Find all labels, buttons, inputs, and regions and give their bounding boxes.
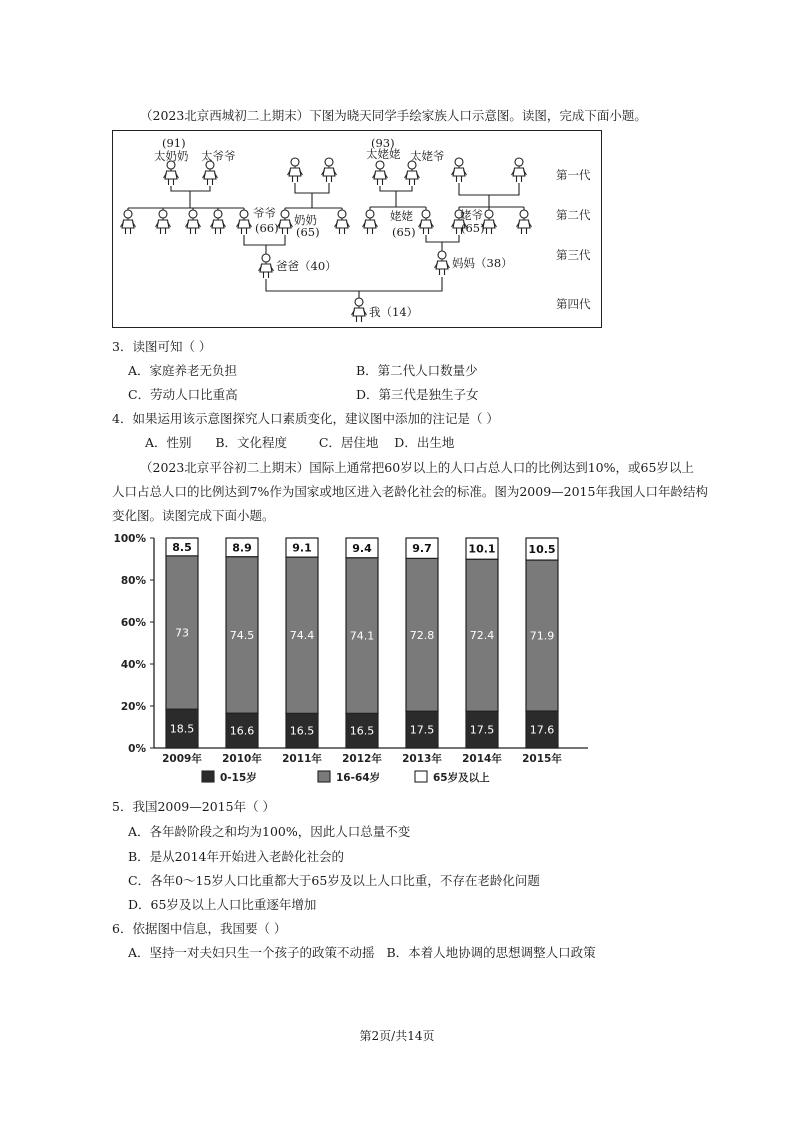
bar-data-label: 10.1 bbox=[468, 542, 496, 556]
legend-label: 16-64岁 bbox=[336, 772, 381, 784]
great-grandma-name: 太奶奶 bbox=[154, 149, 189, 163]
y-tick-label: 80% bbox=[120, 575, 146, 587]
x-tick-label: 2013年 bbox=[402, 753, 442, 765]
legend-swatch bbox=[318, 771, 330, 782]
q5-stem: 5．我国2009—2015年（ ） bbox=[112, 799, 276, 814]
bar-data-label: 8.5 bbox=[172, 540, 192, 554]
generation-3-label: 第三代 bbox=[556, 248, 591, 262]
x-tick-label: 2011年 bbox=[282, 753, 322, 765]
grandpa-age: (66) bbox=[255, 221, 279, 235]
grandpa-name: 爷爷 bbox=[253, 206, 276, 220]
grandpa-maternal-age: (65) bbox=[461, 221, 485, 235]
grandma-name: 奶奶 bbox=[294, 213, 317, 227]
legend-label: 0-15岁 bbox=[220, 772, 257, 784]
intro-text-2-line2: 人口占总人口的比例达到7%作为国家或地区进入老龄化社会的标准。图为2009—2015年我国人口年龄结构 bbox=[112, 484, 708, 499]
x-tick-label: 2015年 bbox=[522, 753, 562, 765]
q3-option-b: B．第二代人口数量少 bbox=[356, 363, 478, 378]
page-footer: 第2页/共14页 bbox=[359, 1029, 435, 1043]
great-grandma-age: (91) bbox=[162, 136, 186, 150]
bar-data-label: 74.5 bbox=[229, 628, 255, 642]
y-tick-label: 60% bbox=[120, 617, 146, 629]
bar-data-label: 9.1 bbox=[292, 541, 312, 555]
x-tick-label: 2012年 bbox=[342, 753, 382, 765]
grandma-age: (65) bbox=[296, 225, 320, 239]
grandma-maternal-name: 姥姥 bbox=[390, 209, 413, 223]
intro-text-2-line3: 变化图。读图完成下面小题。 bbox=[112, 508, 275, 523]
q3-option-a: A．家庭养老无负担 bbox=[128, 363, 238, 378]
bar-data-label: 16.5 bbox=[289, 724, 315, 738]
bar-data-label: 10.5 bbox=[528, 543, 556, 557]
y-tick-label: 100% bbox=[113, 533, 146, 545]
person-figures bbox=[121, 158, 532, 322]
q4-options: A．性别 B．文化程度 C．居住地 D．出生地 bbox=[145, 435, 455, 450]
mom-label: 妈妈（38） bbox=[452, 256, 513, 270]
grandpa-maternal-name: 姥爷 bbox=[460, 208, 483, 222]
bar-data-label: 18.5 bbox=[169, 722, 195, 736]
y-tick-label: 20% bbox=[120, 701, 146, 713]
q5-option-b: B．是从2014年开始进入老龄化社会的 bbox=[128, 849, 344, 864]
great-grandpa-maternal-name: 太姥爷 bbox=[410, 149, 445, 163]
bar-data-label: 74.4 bbox=[289, 629, 315, 643]
bar-data-label: 73 bbox=[175, 626, 189, 640]
q3-option-d: D．第三代是独生子女 bbox=[356, 387, 479, 402]
great-grandma-maternal-name: 太姥姥 bbox=[366, 147, 401, 161]
bar-data-label: 71.9 bbox=[529, 629, 555, 643]
legend-swatch bbox=[202, 771, 214, 782]
bar-data-label: 17.6 bbox=[529, 723, 555, 737]
x-tick-label: 2014年 bbox=[462, 753, 502, 765]
bar-data-label: 8.9 bbox=[232, 541, 252, 555]
bar-data-label: 72.8 bbox=[409, 628, 435, 642]
q5-option-a: A．各年龄阶段之和均为100%，因此人口总量不变 bbox=[128, 824, 411, 839]
q3-option-c: C．劳动人口比重高 bbox=[128, 387, 238, 402]
age-structure-chart bbox=[110, 528, 590, 790]
generation-2-label: 第二代 bbox=[556, 208, 591, 222]
q4-stem: 4．如果运用该示意图探究人口素质变化，建议图中添加的注记是（ ） bbox=[112, 411, 499, 426]
bar-data-label: 17.5 bbox=[469, 723, 495, 737]
legend-label: 65岁及以上 bbox=[433, 772, 490, 784]
bar-data-label: 74.1 bbox=[349, 629, 375, 643]
family-tree-diagram bbox=[112, 130, 602, 328]
y-tick-label: 40% bbox=[120, 659, 146, 671]
bar-data-label: 9.7 bbox=[412, 542, 432, 556]
q6-stem: 6．依据图中信息，我国要（ ） bbox=[112, 921, 287, 936]
grandma-maternal-age: (65) bbox=[392, 225, 416, 239]
generation-4-label: 第四代 bbox=[556, 297, 591, 311]
bar-data-label: 16.5 bbox=[349, 724, 375, 738]
bar-data-label: 16.6 bbox=[229, 724, 255, 738]
q5-option-c: C．各年0～15岁人口比重都大于65岁及以上人口比重，不存在老龄化问题 bbox=[128, 873, 540, 888]
generation-1-label: 第一代 bbox=[556, 168, 591, 182]
y-tick-label: 0% bbox=[128, 743, 146, 755]
x-tick-label: 2009年 bbox=[162, 753, 202, 765]
x-tick-label: 2010年 bbox=[222, 753, 262, 765]
q6-options: A．坚持一对夫妇只生一个孩子的政策不动摇 B．本着人地协调的思想调整人口政策 bbox=[128, 945, 596, 960]
bar-data-label: 17.5 bbox=[409, 723, 435, 737]
great-grandma-maternal-age: (93) bbox=[371, 136, 395, 150]
q3-stem: 3．读图可知（ ） bbox=[112, 339, 212, 354]
me-label: 我（14） bbox=[369, 305, 419, 319]
q5-option-d: D．65岁及以上人口比重逐年增加 bbox=[128, 897, 317, 912]
great-grandpa-name: 太爷爷 bbox=[201, 149, 236, 163]
dad-label: 爸爸（40） bbox=[276, 259, 337, 273]
intro-text-1: （2023北京西城初二上期末）下图为晓天同学手绘家族人口示意图。读图，完成下面小题。 bbox=[140, 108, 647, 123]
legend-swatch bbox=[415, 771, 427, 782]
bar-data-label: 9.4 bbox=[352, 541, 372, 555]
intro-text-2-line1: （2023北京平谷初二上期末）国际上通常把60岁以上的人口占总人口的比例达到10%，或65岁以上 bbox=[140, 460, 694, 475]
bar-data-label: 72.4 bbox=[469, 629, 495, 643]
